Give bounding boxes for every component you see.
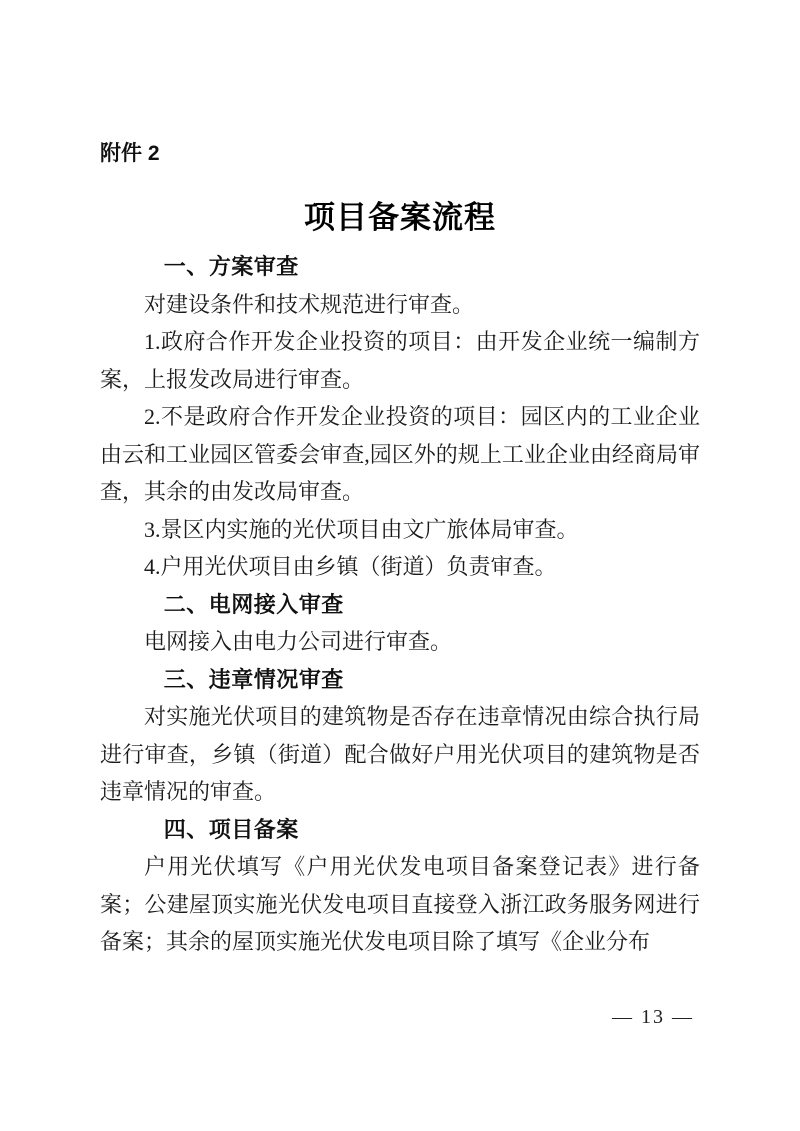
section-heading-1: 一、方案审查 xyxy=(163,254,299,279)
paragraph: 对实施光伏项目的建筑物是否存在违章情况由综合执行局进行审查，乡镇（街道）配合做好户用光伏项目的建筑物是否违章情况的审查。 xyxy=(100,704,700,804)
attachment-label: 附件 2 xyxy=(100,142,160,165)
paragraph: 对建设条件和技术规范进行审查。 xyxy=(144,291,475,317)
section-heading-2: 二、电网接入审查 xyxy=(163,591,344,617)
section-heading-3: 三、违章情况审查 xyxy=(163,666,344,692)
paragraph: 3.景区内实施的光伏项目由文广旅体局审查。 xyxy=(144,516,579,542)
paragraph: 4.户用光伏项目由乡镇（街道）负责审查。 xyxy=(144,554,557,579)
paragraph: 2.不是政府合作开发企业投资的项目：园区内的工业企业由云和工业园区管委会审查,园区外的规上工业企业由经商局审查，其余的由发改局审查。 xyxy=(100,404,700,504)
paragraph: 1.政府合作开发企业投资的项目：由开发企业统一编制方案，上报发改局进行审查。 xyxy=(100,329,700,392)
paragraph: 户用光伏填写《户用光伏发电项目备案登记表》进行备案；公建屋顶实施光伏发电项目直接登入浙江政务服务网进行备案；其余的屋顶实施光伏发电项目除了填写《企业分布 xyxy=(100,854,700,954)
section-heading-4: 四、项目备案 xyxy=(163,816,299,842)
document-body xyxy=(100,248,700,961)
document-title: 项目备案流程 xyxy=(304,200,496,235)
paragraph: 电网接入由电力公司进行审查。 xyxy=(144,629,453,654)
page-number: — 13 — xyxy=(612,1006,694,1028)
